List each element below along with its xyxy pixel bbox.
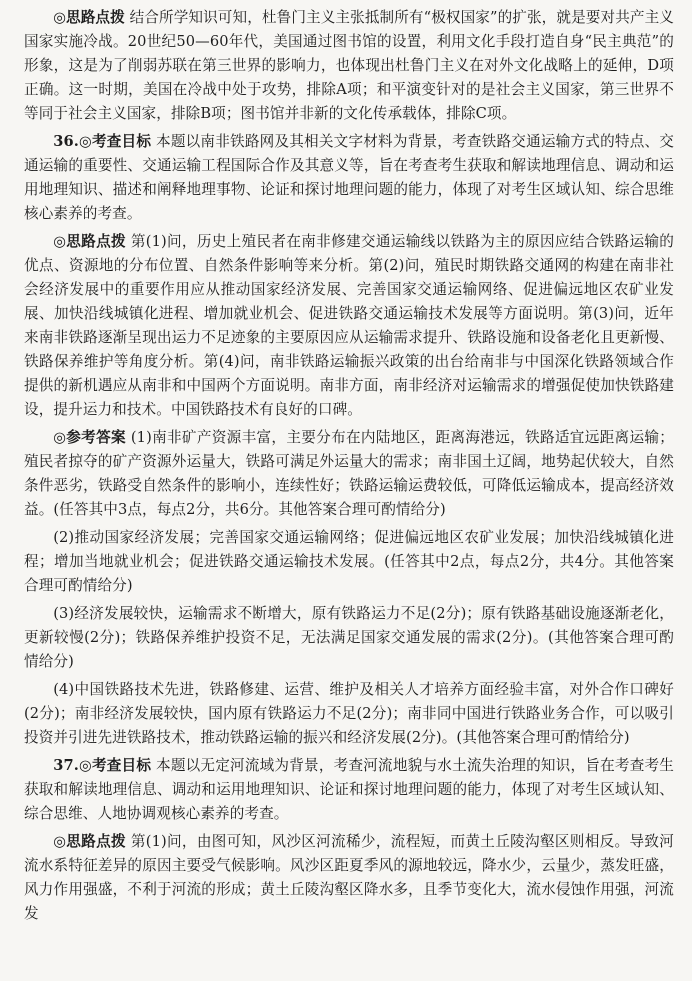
- section-marker: ◎考查目标: [78, 757, 152, 774]
- paragraph-q36-answer-1: [24, 426, 674, 522]
- paragraph-q35-idea: [24, 6, 674, 126]
- paragraph-q36-idea: [24, 230, 674, 422]
- paragraph-q36-objective: [24, 130, 674, 226]
- paragraph-text: 本题以无定河流域为背景，考查河流地貌与水土流失治理的知识，旨在考查考生获取和解读地理信息、调动和运用地理知识、论证和探讨地理问题的能力，体现了对考生区域认知、综合思维、人地协调观核心素养的考查。: [24, 757, 674, 822]
- section-marker: ◎思路点拨: [53, 833, 126, 850]
- section-marker: ◎参考答案: [53, 429, 126, 446]
- paragraph-text: (1)南非矿产资源丰富，主要分布在内陆地区，距离海港远，铁路适宜远距离运输；殖民者掠夺的矿产资源外运量大，铁路可满足外运量大的需求；南非国土辽阔，地势起伏较大，自然条件恶劣，铁路受自然条件的影响小，连续性好；铁路运输运费较低，可降低运输成本，提高经济效益。(任答其中3点，每点2分，共6分。其他答案合理可酌情给分): [24, 429, 674, 518]
- paragraph-text: 本题以南非铁路网及其相关文字材料为背景，考查铁路交通运输方式的特点、交通运输的重要性、交通运输工程国际合作及其意义等，旨在考查考生获取和解读地理信息、调动和运用地理知识、描述和阐释地理事物、论证和探讨地理问题的能力，体现了对考生区域认知、综合思维核心素养的考查。: [24, 133, 674, 222]
- paragraph-text: 结合所学知识可知，杜鲁门主义主张抵制所有“极权国家”的扩张，就是要对共产主义国家实施冷战。20世纪50—60年代，美国通过图书馆的设置，利用文化手段打造自身“民主典范”的形象，这是为了削弱苏联在第三世界的影响力，也体现出杜鲁门主义在对外文化战略上的延伸，D项正确。这一时期，美国在冷战中处于攻势，排除A项；和平演变针对的是社会主义国家，第三世界不等同于社会主义国家，排除B项；图书馆并非新的文化传承载体，排除C项。: [24, 9, 674, 122]
- paragraph-text: 第(1)问，历史上殖民者在南非修建交通运输线以铁路为主的原因应结合铁路运输的优点、资源地的分布位置、自然条件影响等来分析。第(2)问，殖民时期铁路交通网的构建在南非社会经济发展中的重要作用应从推动国家经济发展、完善国家交通运输网络、促进偏远地区农矿业发展、加快沿线城镇化进程、增加就业机会、促进铁路交通运输技术发展等方面说明。第(3)问，近年来南非铁路逐渐呈现出运力不足迹象的主要原因应从运输需求提升、铁路设施和设备老化且更新慢、铁路保养维护等角度分析。第(4)问，南非铁路运输振兴政策的出台给南非与中国深化铁路领域合作提供的新机遇应从南非和中国两个方面说明。南非方面，南非经济对运输需求的增强促使加快铁路建设，提升运力和技术。中国铁路技术有良好的口碑。: [24, 233, 674, 418]
- paragraph-q37-objective: [24, 754, 674, 826]
- paragraph-q36-answer-4: (4)中国铁路技术先进，铁路修建、运营、维护及相关人才培养方面经验丰富，对外合作口碑好(2分)；南非经济发展较快，国内原有铁路运力不足(2分)；南非同中国进行铁路业务合作，可以吸引投资并引进先进铁路技术，推动铁路运输的振兴和经济发展(2分)。(其他答案合理可酌情给分): [24, 681, 674, 746]
- paragraph-text: 第(1)问，由图可知，风沙区河流稀少，流程短，而黄土丘陵沟壑区则相反。导致河流水系特征差异的原因主要受气候影响。风沙区距夏季风的源地较远，降水少，云量少，蒸发旺盛，风力作用强盛，不利于河流的形成；黄土丘陵沟壑区降水多，且季节变化大，流水侵蚀作用强，河流发: [24, 833, 674, 922]
- section-marker: ◎思路点拨: [53, 233, 126, 250]
- paragraph-q36-answer-2: (2)推动国家经济发展；完善国家交通运输网络；促进偏远地区农矿业发展；加快沿线城镇化进程；增加当地就业机会；促进铁路交通运输技术发展。(任答其中2点，每点2分，共4分。其他答案合理可酌情给分): [24, 529, 674, 594]
- paragraph-q36-answer-3: (3)经济发展较快，运输需求不断增大，原有铁路运力不足(2分)；原有铁路基础设施逐渐老化，更新较慢(2分)；铁路保养维护投资不足，无法满足国家交通发展的需求(2分)。(其他答案合理可酌情给分): [24, 605, 674, 670]
- paragraph-q37-idea: [24, 830, 674, 926]
- section-marker: ◎思路点拨: [53, 9, 125, 26]
- question-number: 36.: [53, 133, 79, 150]
- question-number: 37.: [53, 757, 79, 774]
- section-marker: ◎考查目标: [78, 133, 152, 150]
